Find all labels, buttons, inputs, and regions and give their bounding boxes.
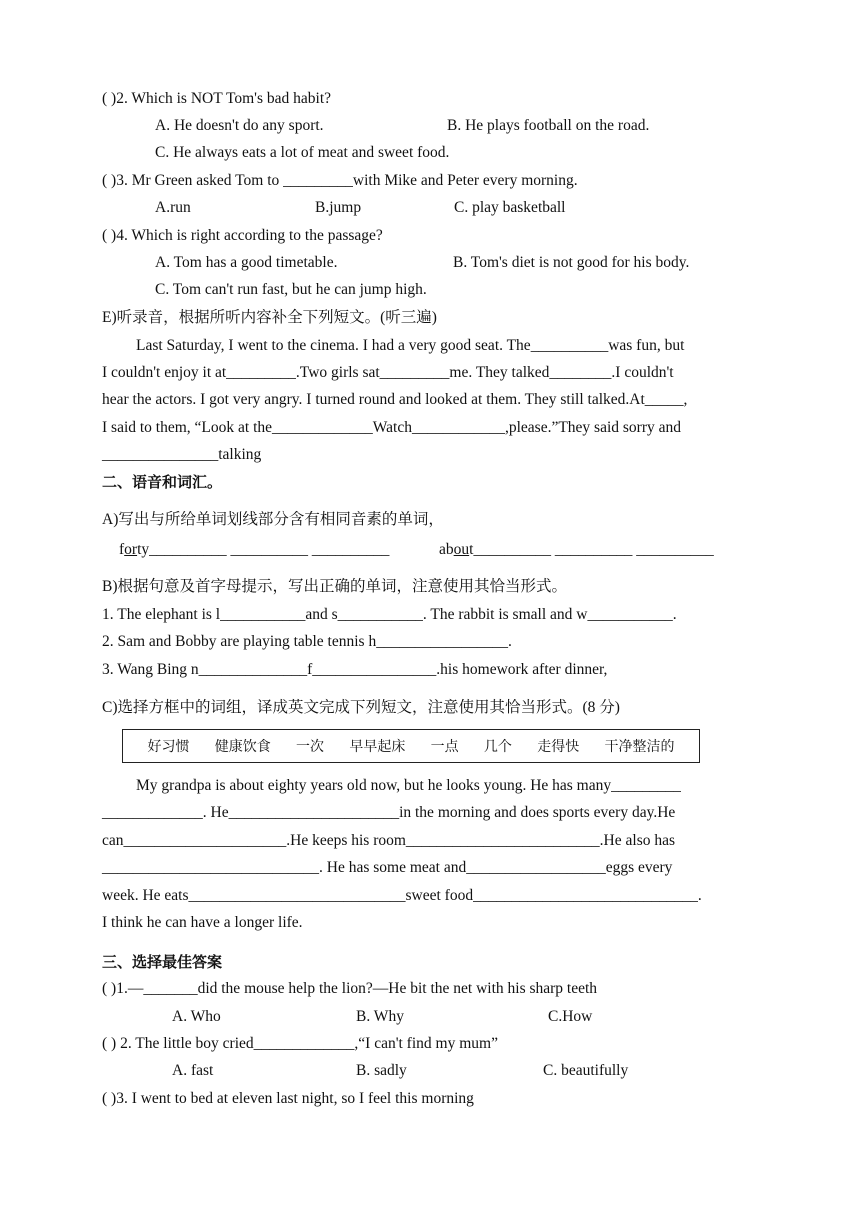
question-2-option-b: B. He plays football on the road. xyxy=(447,117,650,134)
part-3-title: 三、选择最佳答案 xyxy=(102,953,223,971)
part-2b-line: 2. Sam and Bobby are playing table tennis h_________________. xyxy=(102,633,512,650)
phonics-word-forty-pre: f xyxy=(119,541,125,558)
part-2b-title: B)根据句意及首字母提示，写出正确的单词，注意使用其恰当形式。 xyxy=(102,578,568,595)
question-2-stem: ( )2. Which is NOT Tom's bad habit? xyxy=(102,90,332,107)
phonics-word-forty-underlined: or xyxy=(124,541,138,558)
part-2c-line: I think he can have a longer life. xyxy=(102,914,303,931)
part-2-title: 二、语音和词汇。 xyxy=(102,473,223,491)
passage-line: Last Saturday, I went to the cinema. I had a very good seat. The__________was fun, but xyxy=(136,337,685,354)
phonics-word-forty-post: ty xyxy=(137,541,150,558)
part-2a-title: A)写出与所给单词划线部分含有相同音素的单词， xyxy=(102,511,444,528)
passage-line: hear the actors. I got very angry. I turned round and looked at them. They still talked.At_____, xyxy=(102,391,688,408)
part-3-q2-option-b: B. sadly xyxy=(356,1062,407,1079)
question-4-option-c: C. Tom can't run fast, but he can jump high. xyxy=(155,281,427,298)
question-4-option-a: A. Tom has a good timetable. xyxy=(155,254,338,271)
question-4-option-b: B. Tom's diet is not good for his body. xyxy=(453,254,690,271)
part-3-q2-option-c: C. beautifully xyxy=(543,1062,629,1079)
part-2c-line: week. He eats____________________________sweet food_____________________________. xyxy=(102,887,702,904)
phonics-word-about-pre: ab xyxy=(439,541,454,558)
phonics-blanks-1: __________ __________ __________ xyxy=(149,541,390,558)
part-2c-title: C)选择方框中的词组，译成英文完成下列短文，注意使用其恰当形式。(8 分) xyxy=(102,699,620,716)
part-3-q1-option-c: C.How xyxy=(548,1008,593,1025)
question-3-stem: ( )3. Mr Green asked Tom to _________with Mike and Peter every morning. xyxy=(102,172,578,189)
passage-line: I said to them, “Look at the_____________Watch____________,please.”They said sorry and xyxy=(102,419,682,436)
phonics-row-1 xyxy=(119,540,389,560)
part-3-question-1-stem: ( )1.—_______did the mouse help the lion?—He bit the net with his sharp teeth xyxy=(102,980,598,997)
question-3-option-c: C. play basketball xyxy=(454,199,566,216)
part-3-question-2-stem: ( ) 2. The little boy cried_____________,“I can't find my mum” xyxy=(102,1035,498,1052)
question-3-option-b: B.jump xyxy=(315,199,362,216)
question-2-option-a: A. He doesn't do any sport. xyxy=(155,117,324,134)
phonics-word-about-post: t xyxy=(469,541,474,558)
part-2c-line: My grandpa is about eighty years old now, but he looks young. He has many_________ xyxy=(136,777,681,794)
part-2c-line: can_____________________.He keeps his room_________________________.He also has xyxy=(102,832,676,849)
part-3-question-3-stem: ( )3. I went to bed at eleven last night, so I feel this morning xyxy=(102,1090,474,1107)
part-3-q1-option-a: A. Who xyxy=(172,1008,221,1025)
phonics-blanks-2: __________ __________ __________ xyxy=(473,541,714,558)
question-2-option-c: C. He always eats a lot of meat and sweet food. xyxy=(155,144,450,161)
section-e-title: E)听录音，根据所听内容补全下列短文。(听三遍) xyxy=(102,309,437,326)
part-3-q2-option-a: A. fast xyxy=(172,1062,214,1079)
part-2c-line: _____________. He______________________in the morning and does sports every day.He xyxy=(102,804,676,821)
phrase-box: 好习惯 健康饮食 一次 早早起床 一点 几个 走得快 干净整洁的 xyxy=(122,729,700,763)
part-2b-line: 1. The elephant is l___________and s___________. The rabbit is small and w___________. xyxy=(102,606,677,623)
part-3-q1-option-b: B. Why xyxy=(356,1008,404,1025)
passage-line: _______________talking xyxy=(102,446,262,463)
question-3-option-a: A.run xyxy=(155,199,191,216)
part-2c-line: ____________________________. He has some meat and__________________eggs every xyxy=(102,859,673,876)
question-4-stem: ( )4. Which is right according to the passage? xyxy=(102,227,383,244)
part-2b-line: 3. Wang Bing n______________f________________.his homework after dinner, xyxy=(102,661,608,678)
phonics-row-2 xyxy=(439,540,714,560)
passage-line: I couldn't enjoy it at_________.Two girls sat_________me. They talked________.I couldn't xyxy=(102,364,674,381)
phonics-word-about-underlined: ou xyxy=(453,541,470,558)
